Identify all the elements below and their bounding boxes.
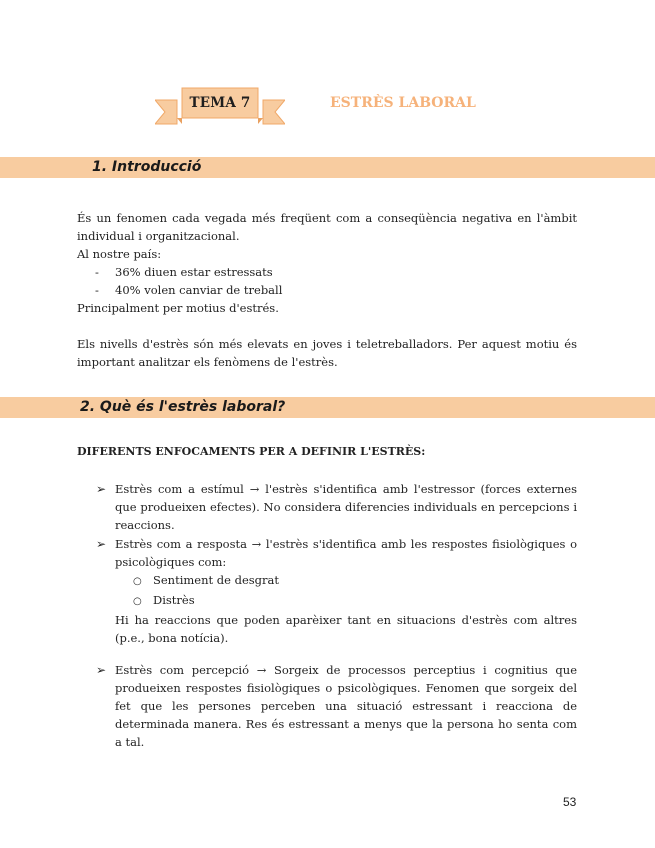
circle-bullet-icon: ○	[133, 576, 142, 587]
stat-text: 40% volen canviar de treball	[115, 283, 283, 297]
subitem-text: Sentiment de desgrat	[153, 573, 280, 587]
cause-paragraph: Principalment per motius d'estrés.	[77, 301, 279, 315]
list-item	[115, 591, 577, 611]
subitem-text: Distrès	[153, 593, 195, 607]
list-item	[95, 281, 282, 299]
list-item	[95, 263, 282, 281]
bullet-text: Estrès com a resposta → l'estrès s'identifica amb les respostes fisiològiques o psicològiques com:	[115, 537, 577, 569]
circle-bullet-icon: ○	[133, 596, 142, 607]
tema-label: TEMA 7	[189, 95, 251, 111]
section-2-title: 2. Què és l'estrès laboral?	[80, 399, 286, 415]
dash-mark: -	[95, 265, 99, 279]
bullet-stimulus	[96, 480, 577, 534]
bullet-note: Hi ha reaccions que poden aparèixer tant en situacions d'estrès com altres (p.e., bona notícia).	[115, 613, 577, 645]
stat-text: 36% diuen estar estressats	[115, 265, 273, 279]
list-item	[115, 571, 577, 591]
stats-list	[95, 263, 282, 299]
intro-paragraph: És un fenomen cada vegada més freqüent com a conseqüència negativa en l'àmbit individual i organitzacional.	[77, 211, 577, 243]
levels-paragraph: Els nivells d'estrès són més elevats en joves i teletreballadors. Per aquest motiu és important analitzar els fenòmens de l'estrès.	[77, 337, 577, 369]
arrow-bullet-icon: ➢	[96, 482, 107, 496]
dash-mark: -	[95, 283, 99, 297]
arrow-bullet-icon: ➢	[96, 663, 107, 677]
bullet-perception	[96, 661, 577, 751]
sub-list	[115, 571, 577, 611]
tema-ribbon	[155, 84, 285, 128]
bullet-text: Estrès com percepció → Sorgeix de processos perceptius i cognitius que produeixen respostes fisiològiques o psicològiques. Fenomen que sorgeix del fet que les persones perceben una situació estressant i reacciona de determinada manera. Res és estressant a menys que la persona ho senta com a tal.	[115, 663, 577, 749]
section-1-title: 1. Introducció	[92, 159, 202, 175]
arrow-bullet-icon: ➢	[96, 537, 107, 551]
country-intro: Al nostre país:	[77, 247, 162, 261]
section-1-band	[0, 157, 655, 178]
page-number: 53	[563, 795, 577, 809]
bullet-response	[96, 535, 577, 647]
bullet-text: Estrès com a estímul → l'estrès s'identifica amb l'estressor (forces externes que produeixen efectes). No considera diferencies individuals en percepcions i reaccions.	[115, 482, 577, 532]
chapter-title: ESTRÈS LABORAL	[330, 95, 476, 111]
section-2-subheading: DIFERENTS ENFOCAMENTS PER A DEFINIR L'ESTRÈS:	[77, 445, 426, 458]
section-2-band	[0, 397, 655, 418]
